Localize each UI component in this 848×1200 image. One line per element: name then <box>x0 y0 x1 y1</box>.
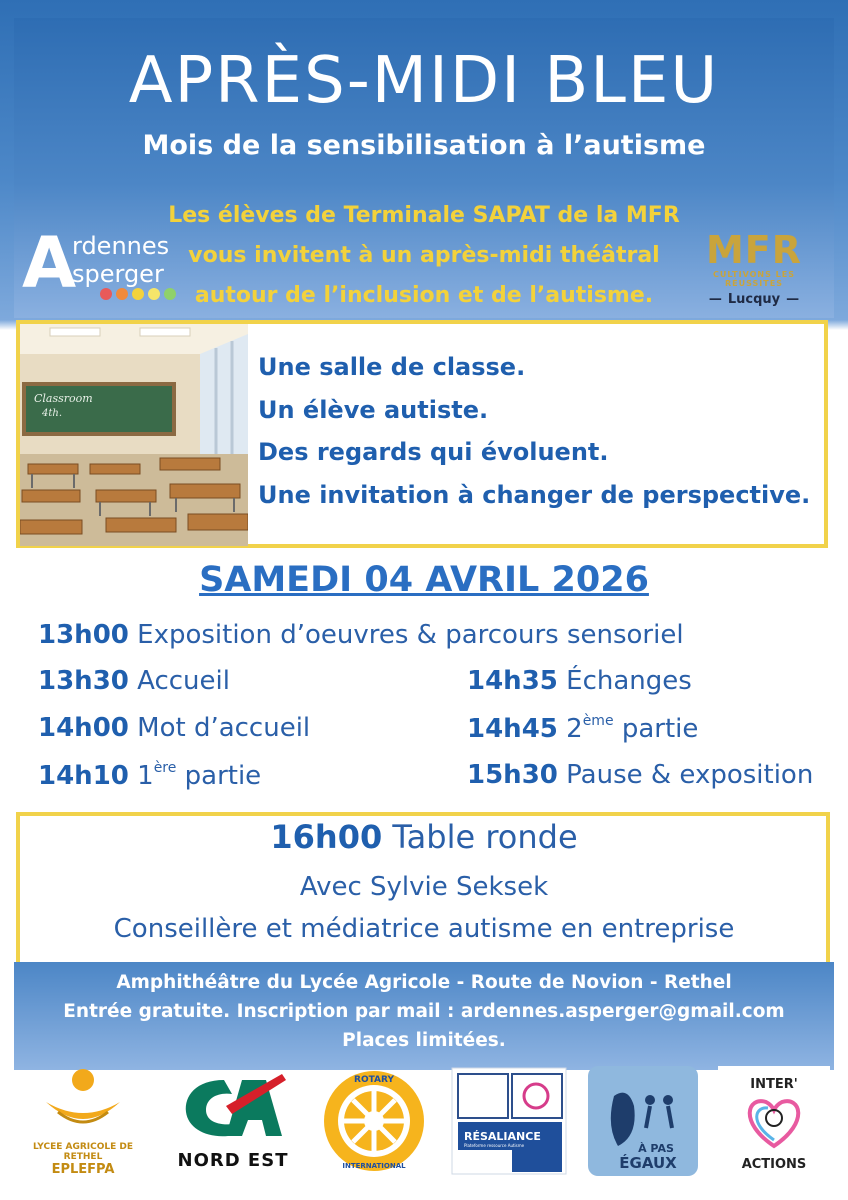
schedule-time: 14h45 <box>467 714 558 744</box>
schedule-item <box>38 620 684 650</box>
mfr-brand: MFR <box>705 228 803 272</box>
round-table-label: Table ronde <box>392 818 578 856</box>
logo-dot <box>132 288 144 300</box>
scene-line: Des regards qui évoluent. <box>258 438 609 466</box>
credit-agricole-logo-icon <box>166 1066 300 1146</box>
schedule-label: partie <box>613 714 699 744</box>
schedule-item <box>467 713 698 744</box>
ordinal-suffix: ème <box>582 713 614 729</box>
schedule-label: partie <box>176 761 262 791</box>
schedule-label: Exposition d’oeuvres & parcours sensoriel <box>137 620 684 650</box>
schedule-label: Pause & exposition <box>566 760 814 790</box>
apas-line2: ÉGAUX <box>619 1154 677 1172</box>
page-title: APRÈS-MIDI BLEU <box>128 44 720 118</box>
apas-line1: À PAS <box>638 1142 674 1155</box>
resaliance-name: RÉSALIANCE <box>464 1130 541 1143</box>
logo-dot <box>100 288 112 300</box>
schedule-item <box>38 713 310 743</box>
scene-line: Une salle de classe. <box>258 353 526 381</box>
venue-line: Amphithéâtre du Lycée Agricole - Route de Novion - Rethel <box>116 972 732 993</box>
ardennes-asperger-logo <box>22 222 182 306</box>
classroom-illustration <box>20 324 248 546</box>
a-pas-egaux-logo-icon <box>588 1066 698 1176</box>
schedule-item <box>467 760 813 790</box>
logo-letter: A <box>22 222 77 304</box>
resaliance-tagline: Plateforme ressource Autisme <box>464 1143 525 1148</box>
logo-word-ardennes: rdennes <box>72 232 170 260</box>
invite-line: Les élèves de Terminale SAPAT de la MFR <box>168 203 680 228</box>
ca-region: NORD EST <box>177 1150 289 1171</box>
board-text: 4th. <box>42 408 62 419</box>
mfr-tagline: CULTIVONS LES RÉUSSITES <box>713 270 795 288</box>
lycee-name-line2: EPLEFPA <box>51 1162 115 1177</box>
logo-word-asperger: sperger <box>72 260 164 288</box>
inter-bottom-text: ACTIONS <box>741 1157 807 1172</box>
resaliance-puzzle-icon <box>450 1066 568 1176</box>
schedule-item <box>467 666 692 696</box>
round-table-title <box>0 818 848 856</box>
rotary-top-text: ROTARY <box>354 1075 394 1085</box>
schedule-label: Échanges <box>566 666 692 696</box>
page-subtitle: Mois de la sensibilisation à l’autisme <box>142 130 706 161</box>
inter-top-text: INTER' <box>750 1077 798 1092</box>
mfr-logo <box>684 228 824 307</box>
schedule-label: 2 <box>566 714 583 744</box>
round-table-time: 16h00 <box>270 818 383 856</box>
lycee-logo-icon <box>18 1066 148 1138</box>
invitation-text <box>150 196 698 316</box>
sponsor-a-pas-egaux <box>588 1066 698 1176</box>
schedule-label: Accueil <box>137 666 230 696</box>
schedule-label: Mot d’accueil <box>137 713 311 743</box>
schedule-label: 1 <box>137 761 154 791</box>
schedule-item <box>38 666 230 696</box>
scene-line: Un élève autiste. <box>258 395 489 424</box>
rotary-bottom-text: INTERNATIONAL <box>342 1162 406 1170</box>
logo-dot <box>116 288 128 300</box>
schedule-time: 15h30 <box>467 760 558 790</box>
round-table-guest: Avec Sylvie Seksek <box>299 872 549 902</box>
schedule-time: 13h30 <box>38 666 129 696</box>
rotary-wheel-icon <box>318 1066 430 1176</box>
logo-dots <box>100 288 176 300</box>
round-table-role: Conseillère et médiatrice autisme en entreprise <box>113 914 735 944</box>
schedule-time: 14h10 <box>38 761 129 791</box>
sponsor-lycee-rethel <box>18 1066 148 1176</box>
invite-line: vous invitent à un après-midi théâtral <box>188 243 660 268</box>
scene-line: Une invitation à changer de perspective. <box>258 480 811 509</box>
lycee-name-line1: LYCEE AGRICOLE DE RETHEL <box>32 1142 134 1162</box>
sponsor-credit-agricole <box>166 1066 300 1176</box>
capacity-line: Places limitées. <box>342 1030 506 1051</box>
sponsor-resaliance <box>450 1066 568 1176</box>
logo-dot <box>148 288 160 300</box>
schedule-time: 14h35 <box>467 666 558 696</box>
ordinal-suffix: ère <box>153 760 177 776</box>
sponsor-rotary <box>318 1066 430 1176</box>
mfr-location: — Lucquy — <box>684 292 824 307</box>
scene-text <box>258 346 818 516</box>
inter-actions-logo-icon <box>718 1066 830 1176</box>
board-text: Classroom <box>34 392 93 405</box>
schedule-time: 14h00 <box>38 713 129 743</box>
invite-line: autour de l’inclusion et de l’autisme. <box>194 283 654 308</box>
logo-dot <box>164 288 176 300</box>
sponsor-inter-actions <box>718 1066 830 1176</box>
event-date: SAMEDI 04 AVRIL 2026 <box>199 560 649 600</box>
schedule-item <box>38 760 261 791</box>
registration-line: Entrée gratuite. Inscription par mail : ardennes.asperger@gmail.com <box>63 1001 785 1022</box>
schedule-time: 13h00 <box>38 620 129 650</box>
